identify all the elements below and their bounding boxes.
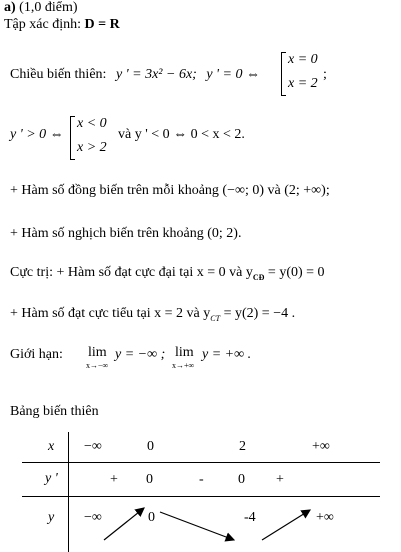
derivative-end: ; [323, 67, 327, 82]
row-label-y: y [48, 510, 55, 525]
lim2-val: y = +∞ . [202, 347, 252, 362]
arrow-up-2 [262, 510, 310, 540]
extrema-max-text: Cực trị: + Hàm số đạt cực đại tại x = 0 và y [10, 265, 253, 280]
x-value: +∞ [312, 439, 330, 454]
y-value: +∞ [316, 510, 334, 525]
table-title: Bảng biến thiên [10, 404, 99, 419]
extrema-min-text: + Hàm số đạt cực tiểu tại x = 2 và y [10, 306, 211, 321]
row-label-yprime: y ' [45, 471, 58, 486]
lim2: lim [175, 345, 194, 360]
y-value: -4 [244, 510, 256, 525]
derivative-case1: x = 0 [288, 52, 318, 67]
y-value: 0 [148, 510, 155, 525]
domain-value: D = R [84, 17, 120, 32]
domain-label: Tập xác định: [4, 17, 85, 32]
extrema-min-sub: CT [210, 313, 221, 323]
derivative-label: Chiều biến thiên: [10, 67, 107, 82]
y-value: −∞ [84, 510, 102, 525]
derivative-zero: y ' = 0 ⇔ [206, 67, 260, 82]
yprime-value: + [276, 472, 284, 487]
decrease-line: + Hàm số nghịch biến trên khoảng (0; 2). [10, 226, 242, 241]
x-value: 0 [147, 439, 154, 454]
yprime-value: - [199, 472, 204, 487]
extrema-min-tail: = y(2) = −4 . [223, 306, 296, 321]
sign-case1: x < 0 [77, 116, 107, 131]
sign-pos: y ' > 0 ⇔ [10, 127, 64, 142]
lim1-sub: x→−∞ [86, 361, 109, 370]
sign-case2: x > 2 [77, 140, 107, 155]
extrema-max-tail: = y(0) = 0 [267, 265, 325, 280]
yprime-value: 0 [146, 472, 153, 487]
points-label: (1,0 điểm) [19, 0, 78, 15]
row-label-x: x [48, 439, 55, 454]
lim1-val: y = −∞ ; [115, 347, 166, 362]
increase-line: + Hàm số đồng biến trên mỗi khoảng (−∞; 0) và (2; +∞); [10, 183, 330, 198]
arrow-up-1 [104, 508, 144, 540]
derivative-case2: x = 2 [288, 76, 318, 91]
sign-neg: và y ' < 0 ⇔ 0 < x < 2. [118, 127, 245, 142]
yprime-value: + [110, 472, 118, 487]
arrow-down [160, 512, 234, 540]
limits-label: Giới hạn: [10, 347, 63, 362]
extrema-max-sub: CĐ [252, 272, 265, 282]
x-value: −∞ [84, 439, 102, 454]
part-label: a) [4, 0, 16, 15]
derivative-expr: y ' = 3x² − 6x; [115, 67, 197, 82]
x-value: 2 [239, 439, 246, 454]
lim2-sub: x→+∞ [172, 361, 195, 370]
lim1: lim [88, 345, 107, 360]
yprime-value: 0 [238, 472, 245, 487]
